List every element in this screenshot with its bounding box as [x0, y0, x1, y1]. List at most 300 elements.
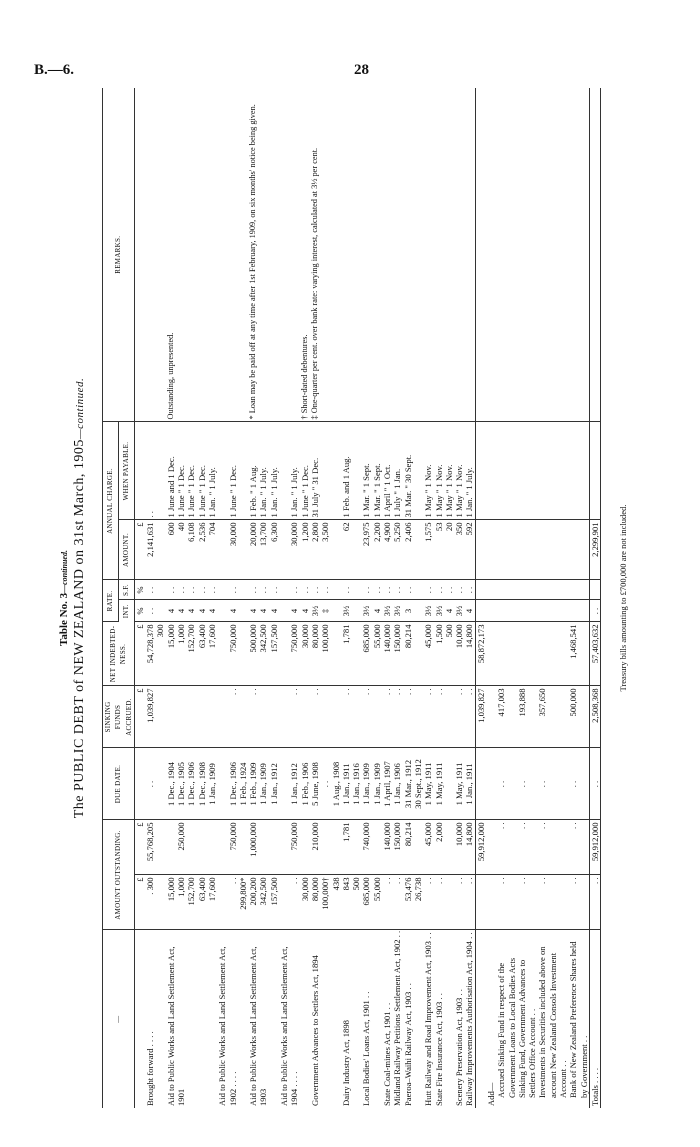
- cell-rate-int: [331, 600, 341, 622]
- cell-when-payable: [155, 422, 165, 520]
- table-row: [320, 88, 330, 1108]
- cell-amount-total: 750,000: [228, 820, 238, 875]
- cell-empty: [537, 600, 568, 622]
- cell-amount-total: . .: [537, 820, 568, 875]
- col-description: —: [103, 930, 135, 1108]
- cell-when-payable: [238, 422, 248, 520]
- cell-charge-amount: 6,300: [269, 520, 279, 580]
- cell-description: 1904 . . . .: [289, 1071, 300, 1106]
- cell-net-indebtedness: 500,000: [248, 622, 258, 686]
- cell-due-date: 1 April, 1907: [382, 748, 392, 820]
- cell-remarks: [217, 88, 227, 422]
- cell-remarks: [145, 88, 155, 422]
- cell-rate-int: 4: [207, 600, 217, 622]
- cell-net-indebtedness: 57,403,632: [589, 622, 600, 686]
- cell-due-date: 1 Dec., 1908: [197, 748, 207, 820]
- cell-rate-sf: [351, 580, 361, 600]
- cell-when-payable: 1 June " 1 Dec.: [176, 422, 186, 520]
- cell-sinking-funds: 1,039,827: [475, 686, 486, 748]
- cell-rate-int: [217, 600, 227, 622]
- cell-amount: . .: [382, 875, 392, 930]
- cell-remarks: [197, 88, 207, 422]
- cell-charge-amount: [351, 520, 361, 580]
- cell-amount: 342,500: [258, 875, 268, 930]
- cell-due-date: [444, 748, 454, 820]
- cell-net-indebtedness: 55,000: [372, 622, 382, 686]
- cell-sinking-funds: [166, 686, 176, 748]
- col-due-date: DUE DATE.: [103, 748, 135, 820]
- cell-due-date: [155, 748, 165, 820]
- cell-rate-sf: . .: [454, 580, 464, 600]
- cell-description: Aid to Public Works and Land Settlement Act,: [279, 946, 290, 1106]
- cell-description: [351, 930, 361, 1108]
- table-row: [403, 88, 413, 1108]
- cell-rate-sf: . .: [361, 580, 371, 600]
- cell-due-date: 1 Jan., 1916: [351, 748, 361, 820]
- table-row: [269, 88, 279, 1108]
- cell-when-payable: 31 Mar. " 30 Sept.: [403, 422, 413, 520]
- cell-amount-total: [331, 820, 341, 875]
- cell-amount: 438: [331, 875, 341, 930]
- units-row: [134, 88, 145, 1108]
- cell-empty: [496, 580, 517, 600]
- cell-rate-int: 4: [269, 600, 279, 622]
- cell-amount-total: [413, 820, 423, 875]
- cell-rate-int: 3½: [434, 600, 444, 622]
- cell-due-date: 1 May, 1911: [454, 748, 464, 820]
- cell-net-indebtedness: 150,000: [392, 622, 402, 686]
- cell-when-payable: 1 May " 1 Nov.: [454, 422, 464, 520]
- cell-rate-int: 4: [197, 600, 207, 622]
- table-row: [258, 88, 268, 1108]
- table-row: [382, 88, 392, 1108]
- add-row: [496, 88, 517, 1108]
- cell-description: Brought forward . . . .: [145, 1031, 156, 1106]
- cell-charge-amount: 62: [341, 520, 351, 580]
- cell-amount: . .: [568, 875, 589, 930]
- cell-net-indebtedness: 80,000: [310, 622, 320, 686]
- cell-amount: . .: [228, 875, 238, 930]
- cell-rate-int: [155, 600, 165, 622]
- cell-sinking-funds: 2,508,368: [589, 686, 600, 748]
- cell-rate-int: 4: [228, 600, 238, 622]
- cell-sinking-funds: [155, 686, 165, 748]
- cell-due-date: 1 Jan., 1912: [269, 748, 279, 820]
- cell-rate-sf: . .: [341, 580, 351, 600]
- cell-rate-int: . .: [589, 600, 600, 622]
- cell-remarks: [382, 88, 392, 422]
- cell-net-indebtedness: [351, 622, 361, 686]
- cell-sinking-funds: . .: [382, 686, 392, 748]
- cell-when-payable: 1 May " 1 Nov.: [434, 422, 444, 520]
- cell-when-payable: 1 April " 1 Oct.: [382, 422, 392, 520]
- cell-rate-int: 3½: [361, 600, 371, 622]
- unit: £: [134, 622, 145, 686]
- cell-amount: 299,800*: [238, 875, 248, 930]
- cell-net-indebtedness: [279, 622, 289, 686]
- cell-sinking-funds: . .: [310, 686, 320, 748]
- cell-charge-amount: 2,141,631: [145, 520, 155, 580]
- cell-amount: 30,000: [300, 875, 310, 930]
- cell-net-indebtedness: 10,000: [454, 622, 464, 686]
- cell-empty: [517, 88, 538, 422]
- unit: £: [134, 875, 145, 930]
- cell-due-date: 1 Dec., 1904: [166, 748, 176, 820]
- cell-amount-total: [279, 820, 289, 875]
- table-row: [155, 88, 165, 1108]
- cell-due-date: 1 Jan., 1909: [361, 748, 371, 820]
- cell-sinking-funds: . .: [434, 686, 444, 748]
- cell-charge-amount: 350: [454, 520, 464, 580]
- cell-description: State Fire Insurance Act, 1903 . .: [433, 993, 444, 1106]
- cell-charge-amount: 30,000: [289, 520, 299, 580]
- cell-charge-amount: [238, 520, 248, 580]
- cell-amount: . .: [517, 875, 538, 930]
- cell-amount-total: 250,000: [176, 820, 186, 875]
- cell-rate-sf: . .: [258, 580, 268, 600]
- cell-rate-sf: [331, 580, 341, 600]
- cell-sinking-funds: 417,003: [496, 686, 517, 748]
- cell-rate-sf: . .: [228, 580, 238, 600]
- cell-when-payable: [217, 422, 227, 520]
- cell-sinking-funds: . .: [403, 686, 413, 748]
- cell-empty: [537, 88, 568, 422]
- cell-charge-amount: 2,800: [310, 520, 320, 580]
- cell-description: [331, 930, 341, 1108]
- table-row: [413, 88, 423, 1108]
- table-row: [351, 88, 361, 1108]
- table-number: Table No. 3—continued.: [58, 550, 70, 646]
- cell-rate-int: 3½: [392, 600, 402, 622]
- table-row: [300, 88, 310, 1108]
- cell-rate-sf: [279, 580, 289, 600]
- cell-amount: 100,000†: [320, 875, 330, 930]
- cell-when-payable: 31 July " 31 Dec.: [310, 422, 320, 520]
- cell-when-payable: [589, 422, 600, 520]
- cell-remarks: [320, 88, 330, 422]
- cell-description: Sinking Fund, Government Advances to Settlers Office Account . .: [516, 959, 538, 1098]
- cell-amount-total: . .: [517, 820, 538, 875]
- cell-empty: [486, 748, 496, 820]
- table-row: [331, 88, 341, 1108]
- cell-empty: [486, 580, 496, 600]
- cell-description: Midland Railway Petitions Settlement Act, 1902 . .: [392, 930, 403, 1106]
- table-row: [341, 88, 351, 1108]
- cell-amount-total: 1,000,000: [248, 820, 258, 875]
- cell-charge-amount: [155, 520, 165, 580]
- cell-empty: [486, 875, 496, 930]
- cell-due-date: 1 Jan., 1909: [207, 748, 217, 820]
- cell-due-date: 1 May, 1911: [434, 748, 444, 820]
- cell-amount-total: 140,000: [382, 820, 392, 875]
- remark-text: * Loan may be paid off at any time after 1st February, 1909, on six months' notice being given.: [248, 104, 258, 420]
- cell-rate-sf: . .: [392, 580, 402, 600]
- cell-empty: [517, 600, 538, 622]
- cell-due-date: 1 Jan., 1909: [372, 748, 382, 820]
- cell-empty: [486, 520, 496, 580]
- table-row: [228, 88, 238, 1108]
- cell-rate-int: 4: [464, 600, 475, 622]
- cell-sinking-funds: . .: [423, 686, 433, 748]
- cell-amount: . .: [392, 875, 402, 930]
- cell-sinking-funds: . .: [289, 686, 299, 748]
- cell-remarks: [310, 88, 320, 422]
- cell-net-indebtedness: [413, 622, 423, 686]
- cell-amount: 80,000: [310, 875, 320, 930]
- cell-amount: . .: [496, 875, 517, 930]
- unit: £: [134, 520, 145, 580]
- cell-sinking-funds: 1,039,827: [145, 686, 155, 748]
- cell-when-payable: 1 June " 1 Dec.: [300, 422, 310, 520]
- cell-charge-amount: 1,200: [300, 520, 310, 580]
- cell-due-date: . .: [537, 748, 568, 820]
- table-row: [207, 88, 217, 1108]
- cell-rate-int: 4: [289, 600, 299, 622]
- cell-when-payable: 1 Jan. " 1 July.: [269, 422, 279, 520]
- cell-net-indebtedness: 500: [444, 622, 454, 686]
- cell-rate-int: ‡: [320, 600, 330, 622]
- cell-net-indebtedness: 1,000: [176, 622, 186, 686]
- cell-rate-sf: . .: [403, 580, 413, 600]
- cell-remarks: [434, 88, 444, 422]
- cell-amount-total: 45,000: [423, 820, 433, 875]
- cell-net-indebtedness: [331, 622, 341, 686]
- cell-description: Hutt Railway and Road Improvement Act, 1903 . .: [423, 932, 434, 1106]
- cell-empty: [568, 88, 589, 422]
- cell-rate-int: 3: [403, 600, 413, 622]
- cell-description: Add—: [485, 1082, 496, 1106]
- cell-empty: [517, 422, 538, 520]
- cell-amount-total: [351, 820, 361, 875]
- cell-amount-total: [444, 820, 454, 875]
- cell-charge-amount: 600: [166, 520, 176, 580]
- cell-empty: [475, 88, 486, 422]
- table-title: The PUBLIC DEBT of NEW ZEALAND on 31st March, 1905—continued.: [72, 377, 87, 819]
- cell-description: [155, 930, 165, 1108]
- cell-when-payable: 1 Feb. and 1 Aug.: [341, 422, 351, 520]
- cell-rate-sf: . .: [464, 580, 475, 600]
- cell-rate-sf: . .: [382, 580, 392, 600]
- cell-charge-amount: 2,299,901: [589, 520, 600, 580]
- add-row: [537, 88, 568, 1108]
- cell-net-indebtedness: 63,400: [197, 622, 207, 686]
- cell-due-date: 1 Aug., 1908: [331, 748, 341, 820]
- cell-net-indebtedness: 152,700: [186, 622, 196, 686]
- cell-when-payable: 1 May " 1 Nov.: [444, 422, 454, 520]
- cell-amount-total: [258, 820, 268, 875]
- cell-charge-amount: 592: [464, 520, 475, 580]
- cell-charge-amount: [331, 520, 341, 580]
- cell-description: Aid to Public Works and Land Settlement Act,: [248, 946, 259, 1106]
- cell-due-date: [217, 748, 227, 820]
- cell-net-indebtedness: 1,500: [434, 622, 444, 686]
- cell-rate-int: [238, 600, 248, 622]
- cell-amount: 15,000: [166, 875, 176, 930]
- cell-sinking-funds: [217, 686, 227, 748]
- subtotal-row: [475, 88, 486, 1108]
- cell-description: [300, 930, 310, 1108]
- cell-rate-sf: . .: [248, 580, 258, 600]
- cell-amount-total: 55,768,205: [145, 820, 155, 875]
- cell-charge-amount: [279, 520, 289, 580]
- cell-sinking-funds: 193,888: [517, 686, 538, 748]
- cell-sinking-funds: . .: [228, 686, 238, 748]
- cell-rate-sf: . .: [186, 580, 196, 600]
- cell-empty: [496, 88, 517, 422]
- col-sinking-funds: SINKING FUNDS ACCRUED.: [103, 686, 135, 748]
- cell-due-date: 5 June, 1908: [310, 748, 320, 820]
- cell-rate-sf: . .: [176, 580, 186, 600]
- cell-remarks: [413, 88, 423, 422]
- cell-remarks: [444, 88, 454, 422]
- cell-when-payable: 1 Jan. " 1 July.: [289, 422, 299, 520]
- cell-amount-total: 1,781: [341, 820, 351, 875]
- cell-description: Bank of New Zealand Preference Shares held by Government . .: [568, 941, 589, 1098]
- cell-net-indebtedness: [238, 622, 248, 686]
- cell-empty: [486, 422, 496, 520]
- cell-due-date: . .: [589, 748, 600, 820]
- cell-net-indebtedness: 750,000: [228, 622, 238, 686]
- col-annual-charge: ANNUAL CHARGE.: [103, 422, 119, 580]
- cell-amount-total: 80,214: [403, 820, 413, 875]
- cell-net-indebtedness: 54,728,378: [145, 622, 155, 686]
- cell-net-indebtedness: 750,000: [289, 622, 299, 686]
- cell-amount-total: [207, 820, 217, 875]
- cell-sinking-funds: . .: [454, 686, 464, 748]
- table-row: [248, 88, 258, 1108]
- col-when-payable: WHEN PAYABLE.: [118, 422, 134, 520]
- cell-net-indebtedness: 58,872,173: [475, 622, 486, 686]
- col-remarks: REMARKS.: [103, 88, 135, 422]
- cell-amount-total: 14,800: [464, 820, 475, 875]
- cell-remarks: [186, 88, 196, 422]
- cell-amount-total: 10,000: [454, 820, 464, 875]
- cell-due-date: 30 Sept., 1912: [413, 748, 423, 820]
- cell-amount-total: [217, 820, 227, 875]
- unit: £: [134, 820, 145, 875]
- cell-sinking-funds: [300, 686, 310, 748]
- cell-sinking-funds: [331, 686, 341, 748]
- cell-sinking-funds: [176, 686, 186, 748]
- cell-net-indebtedness: 15,000: [166, 622, 176, 686]
- cell-amount: . .: [464, 875, 475, 930]
- cell-when-payable: [320, 422, 330, 520]
- cell-due-date: 1 Feb., 1906: [300, 748, 310, 820]
- cell-remarks: [279, 88, 289, 422]
- table-row: [145, 88, 155, 1108]
- cell-empty: [568, 580, 589, 600]
- cell-net-indebtedness: 1,781: [341, 622, 351, 686]
- remark-text: † Short-dated debentures.: [299, 334, 309, 420]
- cell-charge-amount: 40: [176, 520, 186, 580]
- cell-rate-sf: . .: [166, 580, 176, 600]
- cell-rate-int: 3½: [454, 600, 464, 622]
- cell-due-date: 31 Mar., 1912: [403, 748, 413, 820]
- cell-description: 1901: [176, 1088, 187, 1106]
- cell-amount: . .: [289, 875, 299, 930]
- cell-rate-sf: . .: [269, 580, 279, 600]
- cell-when-payable: 1 May " 1 Nov.: [423, 422, 433, 520]
- cell-amount-total: [372, 820, 382, 875]
- cell-amount: . 300: [145, 875, 155, 930]
- cell-rate-sf: [217, 580, 227, 600]
- cell-remarks: [464, 88, 475, 422]
- cell-amount: 685,000: [361, 875, 371, 930]
- cell-empty: [486, 600, 496, 622]
- table-row: [361, 88, 371, 1108]
- unit: £: [134, 686, 145, 748]
- cell-sinking-funds: . .: [361, 686, 371, 748]
- cell-amount: 26,738: [413, 875, 423, 930]
- cell-due-date: 1 Jan., 1911: [341, 748, 351, 820]
- cell-sinking-funds: [413, 686, 423, 748]
- col-amount-outstanding: AMOUNT OUTSTANDING.: [103, 820, 135, 930]
- cell-description: [197, 930, 207, 1108]
- cell-amount-total: [186, 820, 196, 875]
- cell-empty: [496, 422, 517, 520]
- cell-charge-amount: 6,108: [186, 520, 196, 580]
- col-rate-int: INT.: [118, 600, 134, 622]
- cell-rate-sf: . .: [423, 580, 433, 600]
- cell-amount: [444, 875, 454, 930]
- cell-sinking-funds: 500,000: [568, 686, 589, 748]
- cell-charge-amount: 30,000: [228, 520, 238, 580]
- cell-description: [269, 930, 279, 1108]
- cell-description: Investments in Securities included above on account New Zealand Consols Investment Account . .: [537, 946, 569, 1098]
- cell-when-payable: 1 June and 1 Dec.: [166, 422, 176, 520]
- cell-rate-sf: [589, 580, 600, 600]
- cell-empty: [486, 622, 496, 686]
- col-charge-amount: AMOUNT.: [118, 520, 134, 580]
- cell-amount: 200,200: [248, 875, 258, 930]
- cell-net-indebtedness: 300: [155, 622, 165, 686]
- public-debt-table: [102, 88, 601, 1108]
- cell-description: Government Advances to Settlers Act, 1894: [309, 955, 320, 1106]
- cell-rate-int: 4: [258, 600, 268, 622]
- cell-due-date: . .: [517, 748, 538, 820]
- cell-charge-amount: 704: [207, 520, 217, 580]
- cell-remarks: [258, 88, 268, 422]
- cell-amount-total: 59,912,000: [589, 820, 600, 875]
- cell-amount: 17,600: [207, 875, 217, 930]
- cell-net-indebtedness: [517, 622, 538, 686]
- cell-net-indebtedness: 1,468,541: [568, 622, 589, 686]
- cell-charge-amount: 13,700: [258, 520, 268, 580]
- cell-charge-amount: 2,536: [197, 520, 207, 580]
- cell-amount: . .: [434, 875, 444, 930]
- cell-amount-total: [300, 820, 310, 875]
- cell-amount: [155, 875, 165, 930]
- cell-rate-int: 4: [186, 600, 196, 622]
- cell-rate-int: 3½: [423, 600, 433, 622]
- cell-amount-total: . .: [496, 820, 517, 875]
- table-row: [279, 88, 289, 1108]
- table-row: [217, 88, 227, 1108]
- cell-charge-amount: 3,500: [320, 520, 330, 580]
- cell-sinking-funds: [238, 686, 248, 748]
- cell-description: [444, 930, 454, 1108]
- table-row: [238, 88, 248, 1108]
- cell-when-payable: [279, 422, 289, 520]
- cell-rate-int: 4: [176, 600, 186, 622]
- rotated-table-sheet: [58, 88, 638, 1108]
- table-row: [392, 88, 402, 1108]
- cell-amount: 500: [351, 875, 361, 930]
- cell-rate-int: [413, 600, 423, 622]
- cell-sinking-funds: [269, 686, 279, 748]
- cell-when-payable: [351, 422, 361, 520]
- table-row: [434, 88, 444, 1108]
